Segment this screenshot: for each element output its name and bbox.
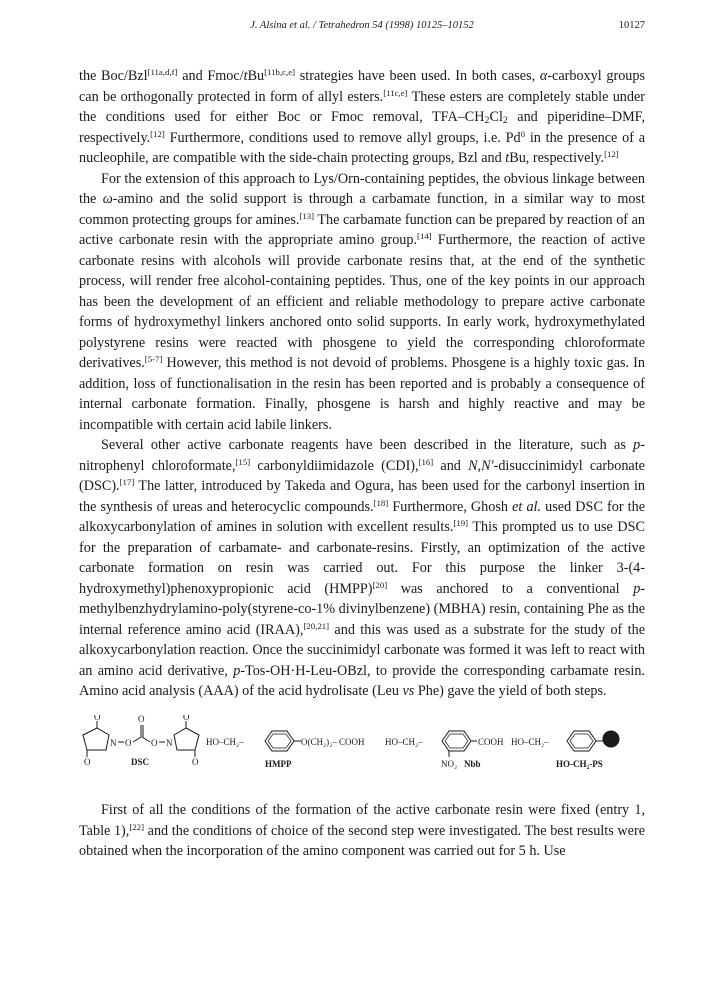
structures-svg	[79, 715, 645, 781]
dsc-o-carbonyl: O	[138, 715, 145, 724]
nbb-structure	[385, 731, 504, 769]
hmpp-hoch2: HO–CH₂–	[206, 737, 244, 747]
hmpp-chain: O(CH₂)₂– COOH	[301, 737, 365, 747]
nbb-label: Nbb	[464, 759, 481, 769]
dsc-structure	[83, 715, 199, 767]
ps-hoch2: HO–CH₂–	[511, 737, 549, 747]
hmpp-label: HMPP	[265, 759, 292, 769]
main-text	[79, 66, 645, 702]
dsc-o-ester-left: O	[125, 738, 132, 748]
dsc-o-bottom-left: O	[84, 757, 91, 767]
running-title: J. Alsina et al. / Tetrahedron 54 (1998) 10125–10152	[250, 20, 474, 31]
dsc-label: DSC	[131, 757, 150, 767]
dsc-o-bottom-right: O	[192, 757, 199, 767]
paragraph-4: First of all the conditions of the formation of the active carbonate resin were fixed (entry 1, Table 1),[22] and the conditions of choice of the second step were investigated. The best results were obtained when the incorporation of the amino component was carried out for 5 h. Use	[79, 802, 645, 859]
succinimide-ring-left	[83, 728, 109, 750]
paragraph-1: the Boc/Bzl[11a,d,f] and Fmoc/tBu[11b,c,e] strategies have been used. In both cases, α-carboxyl groups can be orthogonally protected in form of allyl esters.[11c,e] These esters are completely stable under the conditions used for either Boc or Fmoc removal, TFA–$CH_2Cl_2$ and piperidine–DMF, respectively.[12] Furthermore, conditions used to remove allyl groups, i.e. Pd$^0$ in the presence of a nucleophile, are compatible with the side-chain protecting groups, Bzl and tBu, respectively.[12]	[79, 67, 646, 166]
running-header	[79, 20, 645, 36]
hoch2-ps-structure	[511, 731, 619, 769]
paragraph-3: Several other active carbonate reagents have been described in the literature, such as p-nitrophenyl chloroformate,[15] carbonyldiimidazole (CDI),[16] and N,N'-disuccinimidyl carbonate (DSC).[17] The latter, introduced by Takeda and Ogura, has been used for the carbonyl insertion in the synthesis of ureas and heterocyclic compounds.[18] Furthermore, Ghosh et al. used DSC for the alkoxycarbonylation of amines in solution with excellent results.[19] This prompted us to use DSC for the preparation of carbamate- and carbonate-resins. Firstly, an optimization of the active carbonate formation on resin was carried out. For this purpose the linker 3-(4-hydroxymethyl)phenoxypropionic acid (HMPP)[20] was anchored to a conventional p-methylbenzhydrylamino-poly(styrene-co-1% divinylbenzene) (MBHA) resin, containing Phe as the internal reference amino acid (IRAA),[20,21] and this was used as a substrate for the study of the alkoxycarbonylation reaction. Once the succinimidyl carbonate was formed it was left to react with an amino acid derivative, p-Tos-OH·H-Leu-OBzl, to provide the corresponding carbamate resin. Amino acid analysis (AAA) of the acid hydrolisate (Leu vs Phe) gave the yield of both steps.	[79, 437, 646, 699]
dsc-n-left: N	[110, 738, 117, 748]
polystyrene-bead-icon	[603, 731, 619, 747]
succinimide-ring-right	[174, 728, 199, 750]
nbb-hoch2: HO–CH₂–	[385, 737, 423, 747]
nbb-no2: NO₂	[441, 759, 458, 769]
dsc-o-top-left: O	[94, 715, 101, 722]
continuation-text	[79, 800, 645, 862]
ps-label: HO-CH₂-PS	[556, 759, 603, 769]
chemical-structures	[79, 715, 645, 781]
paragraph-2: For the extension of this approach to Lys/Orn-containing peptides, the obvious linkage between the ω-amino and the solid support is through a carbamate function, in a similar way to most common protecting groups for amines.[13] The carbamate function can be prepared by reaction of an active carbonate resin with the appropriate amino group.[14] Furthermore, the reaction of active carbonate resins with alcohols will provide carbonate resins that, at the end of the synthetic process, will render free alcohol-containing peptides. Thus, one of the key points in our approach has been the development of an efficient and reliable methodology to prepare active carbonate forms of hydroxymethyl linkers anchored onto solid supports. In early work, hydroxymethylated polystyrene resins were reacted with phosgene to yield the corresponding chloroformate derivatives.[5-7] However, this method is not devoid of problems. Phosgene is a highly toxic gas. In addition, loss of functionalisation in the resin has been reported and is probably a consequence of internal carbonate formation. Finally, phosgene is harsh and highly reactive and may be incompatible with certain acid labile linkers.	[79, 170, 645, 433]
dsc-o-ester-right: O	[151, 738, 158, 748]
page-number: 10127	[618, 20, 645, 31]
dsc-o-top-right: O	[183, 715, 190, 722]
dsc-n-right: N	[166, 738, 173, 748]
hmpp-structure	[206, 731, 365, 769]
nbb-cooh: COOH	[478, 737, 504, 747]
